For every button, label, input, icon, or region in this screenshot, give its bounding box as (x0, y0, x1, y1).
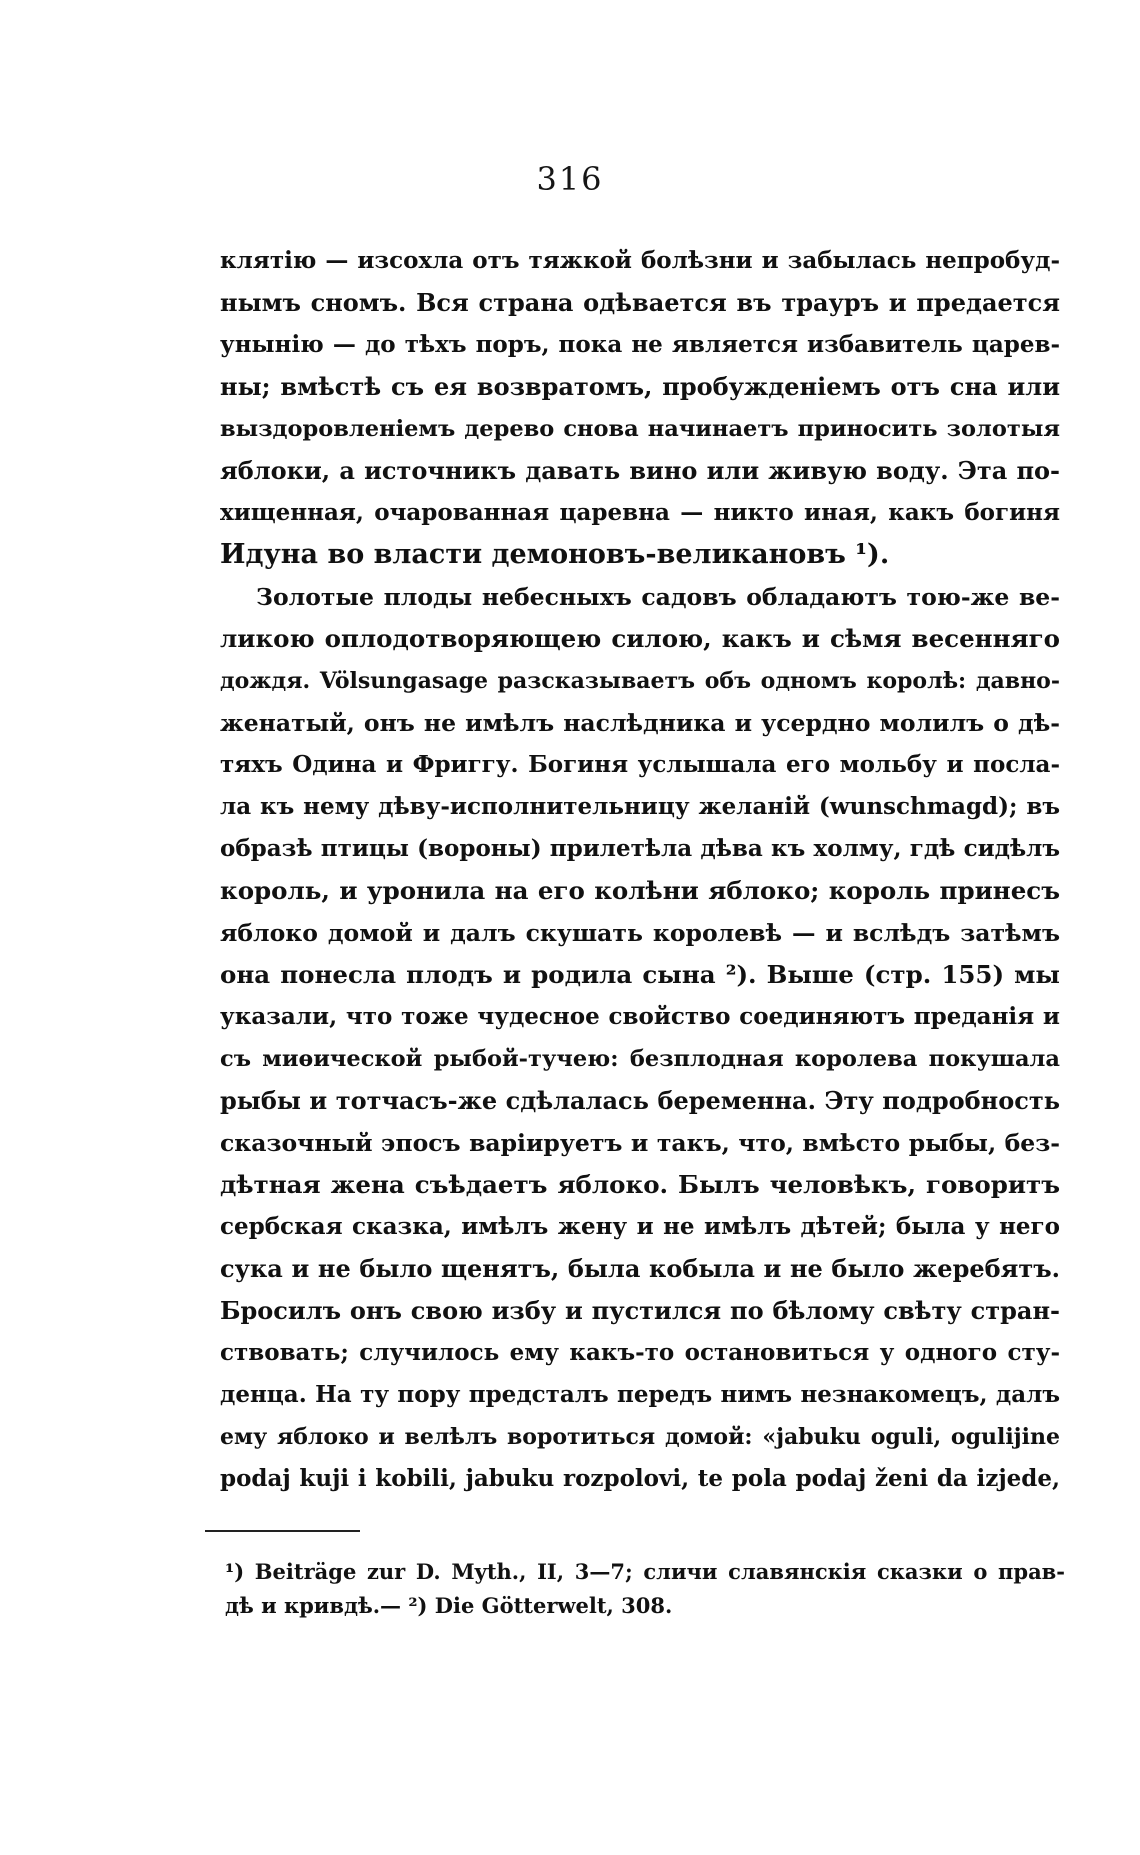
text-line: хищенная, очарованная царевна — никто иная, какъ богиня (220, 499, 1060, 526)
text-line: ликою оплодотворяющею силою, какъ и сѣмя весенняго (220, 624, 1060, 653)
text-line: образѣ птицы (вороны) прилетѣла дѣва къ холму, гдѣ сидѣлъ (220, 835, 1060, 862)
text-line: клятію — изсохла отъ тяжкой болѣзни и забылась непробуд- (220, 247, 1060, 274)
page-number: 316 (536, 160, 604, 198)
text-line: яблоки, а источникъ давать вино или живую воду. Эта по- (220, 456, 1060, 485)
text-line: тяхъ Одина и Фриггу. Богиня услышала его мольбу и посла- (220, 751, 1060, 778)
text-line: Идуна во власти демоновъ-великановъ ¹). (220, 539, 890, 570)
text-line: ему яблоко и велѣлъ воротиться домой: «jabuku oguli, ogulijine (220, 1424, 1060, 1450)
text-line: король, и уронила на его колѣни яблоко; король принесъ (220, 876, 1060, 905)
text-line: денца. На ту пору предсталъ передъ нимъ незнакомецъ, далъ (220, 1381, 1060, 1408)
text-line: сука и не было щенятъ, была кобыла и не было жеребятъ. (220, 1254, 1060, 1283)
footnote-divider (205, 1530, 360, 1532)
text-line: съ миѳической рыбой-тучею: безплодная королева покушала (220, 1046, 1060, 1072)
text-line: podaj kuji i kobili, jabuku rozpolovi, te pola podaj ženi da izjede, (220, 1465, 1060, 1492)
text-line: дождя. Völsungasage разсказываетъ объ одномъ королѣ: давно- (220, 668, 1060, 694)
text-line: рыбы и тотчасъ-же сдѣлалась беременна. Эту подробность (220, 1086, 1060, 1115)
text-line: ны; вмѣстѣ съ ея возвратомъ, пробужденіемъ отъ сна или (220, 372, 1060, 401)
text-line: Бросилъ онъ свою избу и пустился по бѣлому свѣту стран- (220, 1296, 1060, 1325)
text-line: ла къ нему дѣву-исполнительницу желаній (wunschmagd); въ (220, 793, 1060, 820)
text-line: яблоко домой и далъ скушать королевѣ — и вслѣдъ затѣмъ (220, 919, 1060, 947)
footnote-line: дѣ и кривдѣ.— ²) Die Götterwelt, 308. (225, 1593, 673, 1618)
text-line: она понесла плодъ и родила сына ²). Выше (стр. 155) мы (220, 960, 1060, 989)
text-line: женатый, онъ не имѣлъ наслѣдника и усердно молилъ о дѣ- (220, 709, 1060, 737)
text-line: сербская сказка, имѣлъ жену и не имѣлъ дѣтей; была у него (220, 1213, 1060, 1240)
main-text (220, 240, 1060, 1500)
text-line: ствовать; случилось ему какъ-то остановиться у одного сту- (220, 1339, 1060, 1366)
footnotes (225, 1555, 1065, 1623)
text-line: дѣтная жена съѣдаетъ яблоко. Былъ человѣкъ, говоритъ (220, 1170, 1060, 1199)
text-line: унынію — до тѣхъ поръ, пока не является избавитель царев- (220, 331, 1060, 358)
footnote-line: ¹) Beiträge zur D. Myth., II, 3—7; сличи славянскія сказки о прав- (225, 1559, 1065, 1584)
paragraph-start-line: Золотые плоды небесныхъ садовъ обладаютъ тою-же ве- (256, 583, 1060, 611)
text-line: нымъ сномъ. Вся страна одѣвается въ трауръ и предается (220, 288, 1060, 317)
text-line: сказочный эпосъ варіируетъ и такъ, что, вмѣсто рыбы, без- (220, 1129, 1060, 1157)
text-line: указали, что тоже чудесное свойство соединяютъ преданія и (220, 1003, 1060, 1030)
text-line: выздоровленіемъ дерево снова начинаетъ приносить золотыя (220, 416, 1060, 442)
